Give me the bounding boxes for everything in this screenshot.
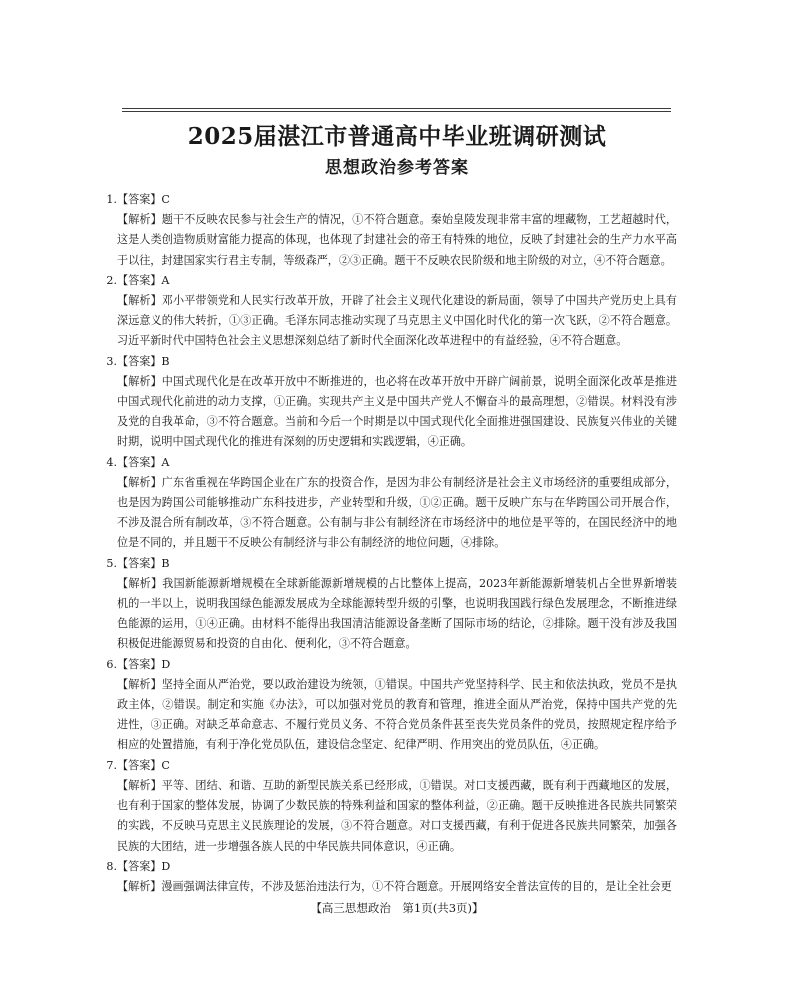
page-footer: 【高三思想政治 第1页(共3页)】 [310, 901, 484, 915]
document-subtitle: 思想政治参考答案 [325, 158, 469, 178]
answer-line [106, 352, 677, 372]
answer-text: 【答案】C [117, 758, 170, 772]
answer-list [106, 190, 677, 897]
question-number: 8. [106, 859, 117, 873]
answer-text: 【答案】B [117, 354, 170, 368]
question-5 [106, 554, 677, 655]
question-8 [106, 857, 677, 897]
analysis-text: 【解析】邓小平带领党和人民实行改革开放，开辟了社会主义现代化建设的新局面，领导了中国共产党历史上具有深远意义的伟大转折，①③正确。毛泽东同志推动实现了马克思主义中国化时代化的第一次飞跃，②不符合题意。习近平新时代中国特色社会主义思想深刻总结了新时代全面深化改革进程中的有益经验，④不符合题意。 [117, 294, 677, 348]
question-3 [106, 352, 677, 453]
question-6 [106, 655, 677, 756]
answer-text: 【答案】B [117, 556, 170, 570]
document-title: 2025届湛江市普通高中毕业班调研测试 [187, 123, 607, 150]
answer-line [106, 190, 677, 210]
answer-text: 【答案】C [117, 193, 170, 206]
question-4 [106, 453, 677, 554]
question-number: 5. [106, 556, 117, 570]
analysis-text: 【解析】中国式现代化是在改革开放中不断推进的，也必将在改革开放中开辟广阔前景，说明全面深化改革是推进中国式现代化前进的动力支撑，①正确。实现共产主义是中国共产党人不懈奋斗的最高理想，②错误。材料没有涉及党的自我革命，③不符合题意。当前和今后一个时期是以中国式现代化全面推进强国建设、民族复兴伟业的关键时期，说明中国式现代化的推进有深刻的历史逻辑和实践逻辑，④正确。 [117, 374, 677, 449]
header-rule [122, 108, 671, 109]
header-rule-thin [122, 111, 671, 112]
analysis-text: 【解析】坚持全面从严治党，要以政治建设为统领，①错误。中国共产党坚持科学、民主和依法执政，党员不是执政主体，②错误。制定和实施《办法》，可以加强对党员的教育和管理，推进全面从严治党，保持中国共产党的先进性，③正确。对缺乏革命意志、不履行党员义务、不符合党员条件甚至丧失党员条件的党员，按照规定程序给予相应的处置措施，有利于净化党员队伍，建设信念坚定、纪律严明、作用突出的党员队伍，④正确。 [117, 677, 677, 752]
question-number: 7. [106, 758, 117, 772]
answer-line [106, 655, 677, 675]
question-7 [106, 756, 677, 857]
question-number: 2. [106, 273, 117, 287]
answer-text: 【答案】D [117, 859, 171, 873]
analysis-text: 【解析】平等、团结、和谐、互助的新型民族关系已经形成，①错误。对口支援西藏，既有利于西藏地区的发展，也有利于国家的整体发展，协调了少数民族的特殊利益和国家的整体利益，②正确。题干反映推进各民族共同繁荣的实践，不反映马克思主义民族理论的发展，③不符合题意。对口支援西藏，有利于促进各民族共同繁荣，加强各民族的大团结，进一步增强各族人民的中华民族共同体意识，④正确。 [117, 778, 677, 853]
answer-line [106, 554, 677, 574]
question-number: 4. [106, 455, 117, 469]
answer-line [106, 453, 677, 473]
question-number: 1. [106, 193, 117, 206]
answer-text: 【答案】A [117, 273, 170, 287]
answer-line [106, 756, 677, 776]
analysis-text: 【解析】题干不反映农民参与社会生产的情况，①不符合题意。秦始皇陵发现非常丰富的埋藏物，工艺超越时代，这是人类创造物质财富能力提高的体现，也体现了封建社会的帝王有特殊的地位，反映了封建社会的生产力水平高于以往，封建国家实行君主专制，等级森严，②③正确。题干不反映农民阶级和地主阶级的对立，④不符合题意。 [117, 213, 677, 267]
question-1 [106, 190, 677, 271]
question-2 [106, 271, 677, 352]
question-number: 3. [106, 354, 117, 368]
question-number: 6. [106, 657, 117, 671]
analysis-text: 【解析】广东省重视在华跨国企业在广东的投资合作，是因为非公有制经济是社会主义市场经济的重要组成部分，也是因为跨国公司能够推动广东科技进步，产业转型和升级，①②正确。题干反映广东与在华跨国公司开展合作，不涉及混合所有制改革，③不符合题意。公有制与非公有制经济在市场经济中的地位是平等的，在国民经济中的地位是不同的，并且题干不反映公有制经济与非公有制经济的地位问题，④排除。 [117, 475, 677, 550]
answer-text: 【答案】A [117, 455, 170, 469]
analysis-text: 【解析】我国新能源新增规模在全球新能源新增规模的占比整体上提高，2023年新能源新增装机占全世界新增装机的一半以上，说明我国绿色能源发展成为全球能源转型升级的引擎，也说明我国践行绿色发展理念，不断推进绿色能源的运用，①④正确。由材料不能得出我国清洁能源设备垄断了国际市场的结论，②排除。题干没有涉及我国积极促进能源贸易和投资的自由化、便利化，③不符合题意。 [117, 576, 677, 651]
analysis-text: 【解析】漫画强调法律宣传，不涉及惩治违法行为，①不符合题意。开展网络安全普法宣传的目的，是让全社会更 [117, 879, 672, 893]
answer-line [106, 271, 677, 291]
answer-text: 【答案】D [117, 657, 171, 671]
answer-line [106, 857, 677, 877]
